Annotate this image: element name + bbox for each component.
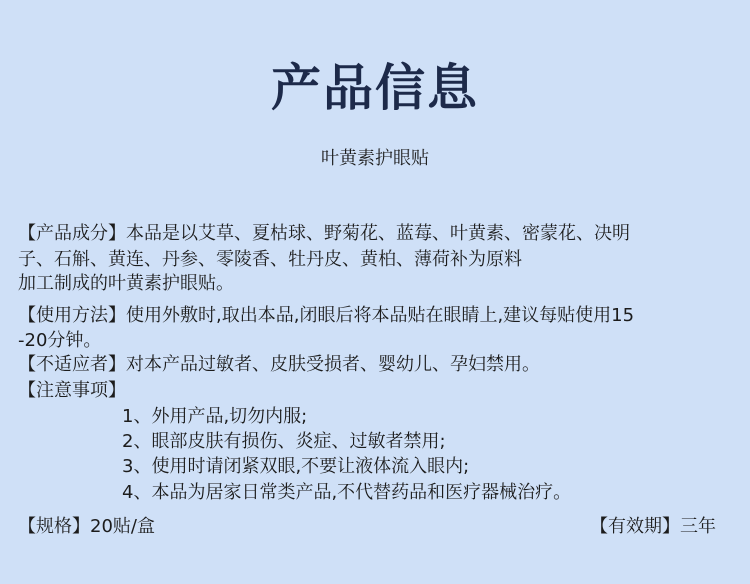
usage-line-2: -20分钟。	[18, 330, 102, 351]
ingredients-line-2: 子、石斛、黄连、丹参、零陵香、牡丹皮、黄柏、薄荷补为原料	[18, 249, 522, 270]
usage-line-1: 【使用方法】使用外敷时,取出本品,闭眼后将本品贴在眼睛上,建议每贴使用15	[18, 305, 635, 326]
notes-heading: 【注意事项】	[18, 380, 126, 401]
notes-item-4: 4、本品为居家日常类产品,不代替药品和医疗器械治疗。	[122, 482, 572, 503]
spec-text: 【规格】20贴/盒	[18, 516, 155, 537]
page-title: 产品信息	[271, 59, 479, 117]
ingredients-line-1: 【产品成分】本品是以艾草、夏枯球、野菊花、蓝莓、叶黄素、密蒙花、决明	[18, 223, 630, 244]
ingredients-line-3: 加工制成的叶黄素护眼贴。	[18, 273, 234, 294]
not-suitable-text: 【不适应者】对本产品过敏者、皮肤受损者、婴幼儿、孕妇禁用。	[18, 354, 540, 375]
notes-item-1: 1、外用产品,切勿内服;	[122, 406, 308, 427]
notes-item-3: 3、使用时请闭紧双眼,不要让液体流入眼内;	[122, 456, 470, 477]
product-name: 叶黄素护眼贴	[321, 148, 429, 169]
notes-item-2: 2、眼部皮肤有损伤、炎症、过敏者禁用;	[122, 431, 446, 452]
validity-text: 【有效期】三年	[590, 516, 716, 537]
